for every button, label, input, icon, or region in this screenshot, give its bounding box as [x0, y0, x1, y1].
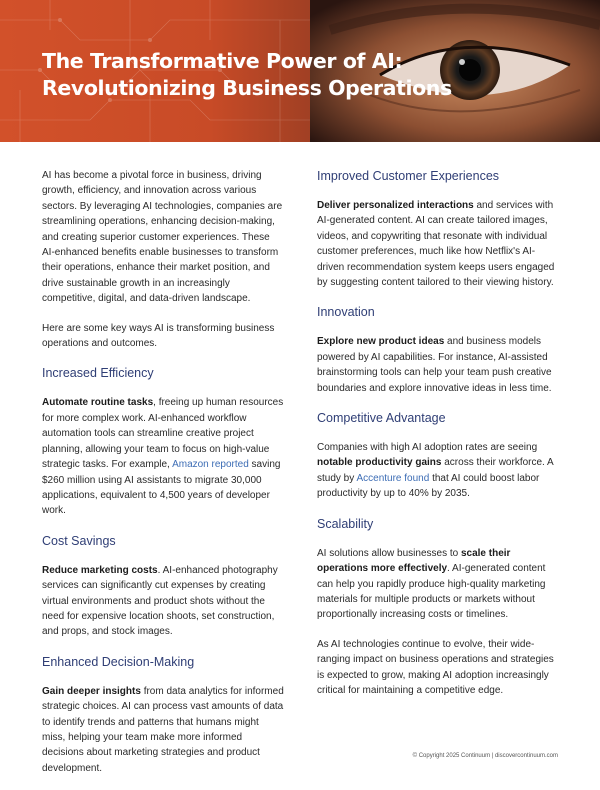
efficiency-lead: Automate routine tasks — [42, 397, 154, 409]
cost-savings-paragraph — [42, 563, 284, 640]
customer-text: and services with AI-generated content. AI can create tailored images, videos, and copywriting that resonate with individual customer preferences, much like how Netflix's AI-driven recommendation system keeps users engaged by suggesting content tailored to their viewing history. — [317, 200, 555, 289]
efficiency-paragraph — [42, 395, 284, 518]
competitive-text-3: that AI could boost labor productivity by up to 40% by 2035. — [317, 472, 540, 500]
section-heading-customer-experiences: Improved Customer Experiences — [317, 169, 500, 183]
decision-lead: Gain deeper insights — [42, 685, 141, 697]
innovation-paragraph — [317, 334, 559, 396]
page-title — [42, 48, 452, 102]
competitive-advantage-paragraph — [317, 440, 559, 502]
intro-lead-paragraph: Here are some key ways AI is transforming business operations and outcomes. — [42, 322, 275, 350]
efficiency-text-1: , freeing up human resources for more complex work. AI-enhanced workflow automation tools can streamline creative project planning, allowing your team to focus on high-value strategic tasks. For example, — [42, 397, 284, 471]
section-heading-cost-savings: Cost Savings — [42, 533, 116, 548]
intro-paragraph: AI has become a pivotal force in business, driving growth, efficiency, and innovation across various sectors. By leveraging AI technologies, companies are streamlining operations, enhancing decision-making, and creating superior customer experiences. These AI-enhanced benefits enable businesses to transform their operations, enhance their market position, and drive sustainable growth in an increasingly competitive, digital, and data-driven landscape. — [42, 170, 283, 305]
section-heading-innovation: Innovation — [317, 305, 375, 320]
left-column — [42, 168, 284, 790]
hero-banner — [0, 0, 600, 142]
competitive-text-2: across their workforce. A study by — [317, 457, 554, 484]
section-heading-competitive-advantage: Competitive Advantage — [317, 411, 446, 426]
efficiency-text-2: saving $260 million using AI assistants to migrate 30,000 applications, equivalent to 4,500 years of developer work. — [42, 459, 281, 517]
amazon-reported-link[interactable]: Amazon reported — [172, 459, 249, 471]
competitive-text-1: Companies with high AI adoption rates are seeing — [317, 442, 538, 454]
cost-lead: Reduce marketing costs — [42, 564, 158, 576]
innovation-lead: Explore new product ideas — [317, 336, 445, 348]
competitive-bold: notable productivity gains — [317, 457, 442, 469]
customer-lead: Deliver personalized interactions — [317, 200, 474, 211]
scalability-text-1: AI solutions allow businesses to — [317, 547, 461, 559]
section-heading-efficiency: Increased Efficiency — [42, 366, 154, 381]
accenture-found-link[interactable]: Accenture found — [356, 472, 430, 484]
innovation-text: and business models powered by AI capabilities. For instance, AI-assisted brainstorming tools can help your team push creative boundaries and explore innovative ideas in less time. — [317, 336, 552, 394]
scalability-paragraph — [317, 546, 559, 623]
cost-text: . AI-enhanced photography services can significantly cut expenses by creating virtual environments and product shots without the need for expensive location shoots, set construction, and props, and stock images. — [42, 564, 278, 638]
copyright-footer: © Copyright 2025 Continuum | discovercontinuum.com — [412, 753, 558, 759]
closing-paragraph: As AI technologies continue to evolve, their wide-ranging impact on business operations and strategies is expected to grow, making AI adoption increasingly critical for maintaining a competitive edge. — [317, 638, 554, 696]
section-heading-decision-making: Enhanced Decision-Making — [42, 654, 195, 669]
customer-experiences-paragraph — [317, 198, 559, 290]
title-line-2: Revolutionizing Business Operations — [42, 76, 452, 100]
section-heading-scalability: Scalability — [317, 516, 374, 531]
decision-making-paragraph — [42, 684, 284, 776]
decision-text: from data analytics for informed strategic choices. AI can process vast amounts of data to identify trends and patterns that humans might miss, helping your team make more informed decisions about marketing strategies and product development. — [42, 685, 284, 774]
right-column — [317, 168, 559, 712]
title-line-1: The Transformative Power of AI: — [42, 49, 403, 73]
scalability-text-2: . AI-generated content can help you rapidly produce high-quality marketing materials for multiple products or markets without proportionally increasing costs or timelines. — [317, 563, 546, 621]
scalability-bold: scale their operations more effectively — [317, 547, 511, 575]
